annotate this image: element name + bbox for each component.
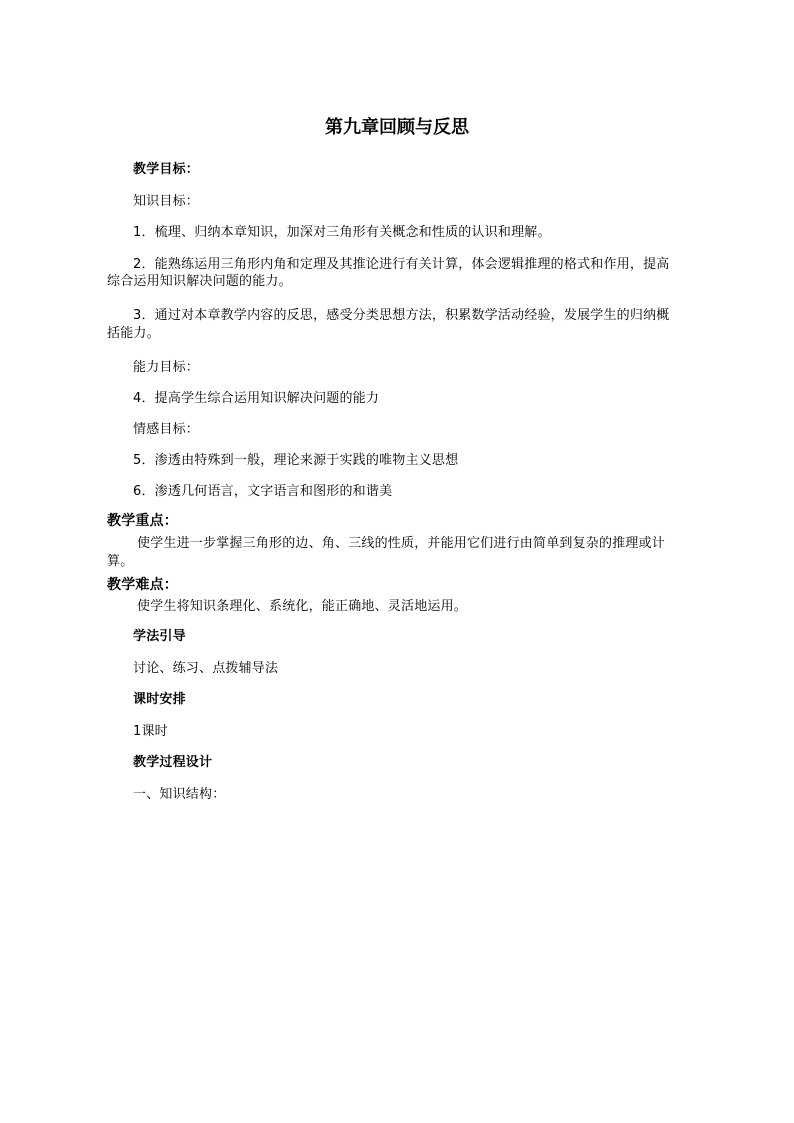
knowledge-goals-label: 知识目标： bbox=[133, 194, 200, 209]
knowledge-item-3-line-1: 3．通过对本章教学内容的反思，感受分类思想方法，积累数学活动经验，发展学生的归纳概 bbox=[133, 308, 670, 323]
ability-item-4: 4．提高学生综合运用知识解决问题的能力 bbox=[133, 391, 380, 406]
method-text: 讨论、练习、点拨辅导法 bbox=[133, 661, 279, 676]
process-heading: 教学过程设计 bbox=[133, 755, 213, 770]
structure-label: 一、知识结构： bbox=[133, 787, 226, 802]
knowledge-item-1: 1．梳理、归纳本章知识，加深对三角形有关概念和性质的认识和理解。 bbox=[133, 225, 551, 240]
knowledge-item-2-line-2: 综合运用知识解决问题的能力。 bbox=[107, 274, 292, 289]
key-points-text-line-1: 使学生进一步掌握三角形的边、角、三线的性质，并能用它们进行由简单到复杂的推理或计 bbox=[137, 536, 666, 551]
emotion-goals-label: 情感目标： bbox=[133, 422, 200, 437]
method-heading: 学法引导 bbox=[133, 629, 186, 644]
knowledge-item-2-line-1: 2．能熟练运用三角形内角和定理及其推论进行有关计算，体会逻辑推理的格式和作用，提高 bbox=[133, 257, 670, 272]
emotion-item-5: 5．渗透由特殊到一般，理论来源于实践的唯物主义思想 bbox=[133, 453, 459, 468]
difficult-points-text: 使学生将知识条理化、系统化，能正确地、灵活地运用。 bbox=[137, 599, 468, 614]
schedule-text: 1课时 bbox=[133, 724, 168, 739]
schedule-heading: 课时安排 bbox=[133, 692, 186, 707]
difficult-points-heading: 教学难点： bbox=[107, 577, 178, 593]
key-points-text-line-2: 算。 bbox=[107, 554, 134, 569]
document-title: 第九章回顾与反思 bbox=[325, 117, 469, 138]
knowledge-item-3-line-2: 括能力。 bbox=[107, 326, 160, 341]
teaching-goals-heading: 教学目标： bbox=[133, 162, 200, 177]
emotion-item-6: 6．渗透几何语言，文字语言和图形的和谐美 bbox=[133, 484, 393, 499]
ability-goals-label: 能力目标： bbox=[133, 360, 200, 375]
key-points-heading: 教学重点： bbox=[107, 513, 178, 529]
